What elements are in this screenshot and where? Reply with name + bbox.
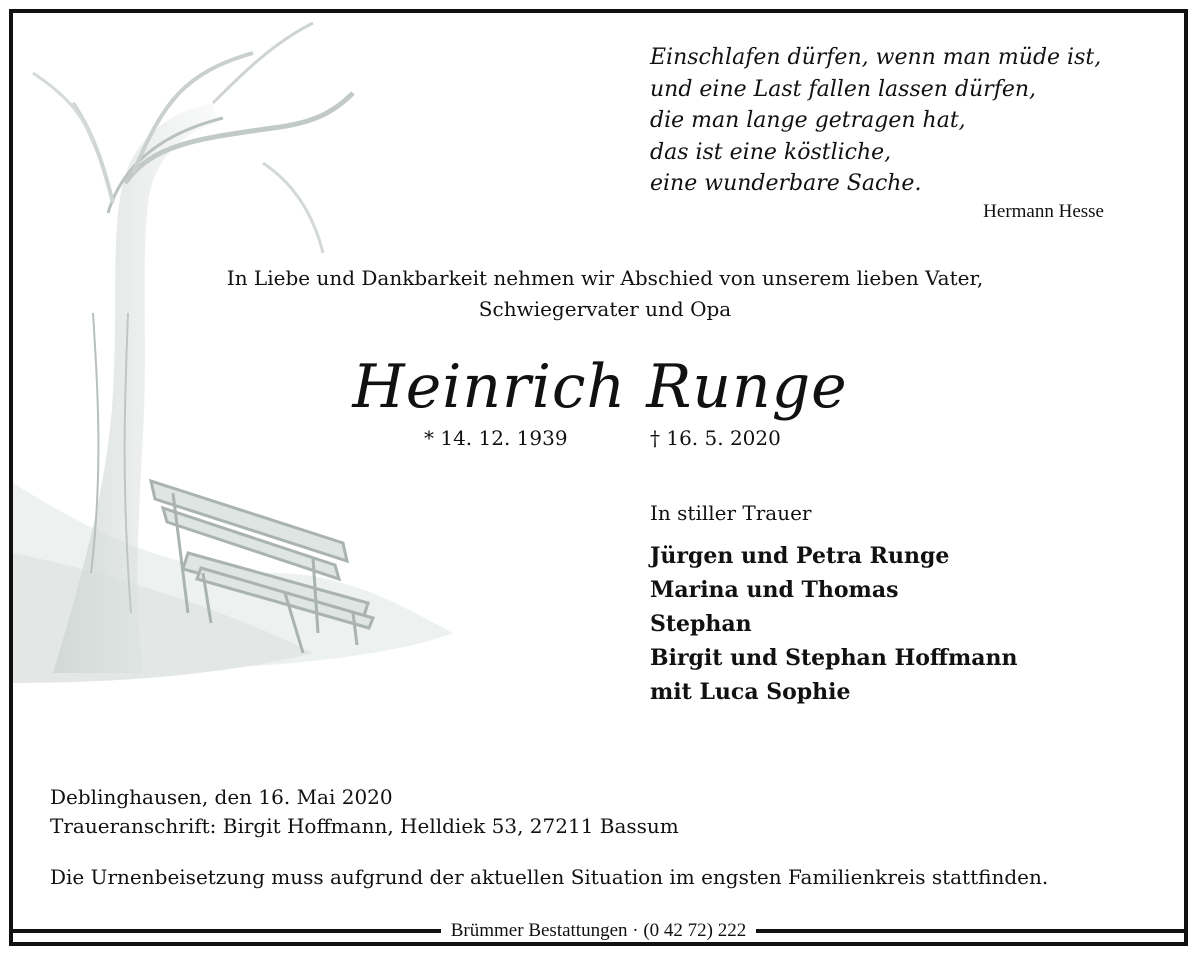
intro-line-2: Schwiegervater und Opa: [478, 297, 732, 321]
mourning-address: Traueranschrift: Birgit Hoffmann, Helldiek 53, 27211 Bassum: [50, 814, 679, 838]
death-date: † 16. 5. 2020: [650, 426, 781, 450]
footer-rule-left: [13, 929, 441, 933]
poem: [650, 42, 1110, 200]
poem-line: das ist eine köstliche,: [650, 139, 892, 165]
deceased-name: Heinrich Runge: [352, 352, 848, 422]
poem-line: und eine Last fallen lassen dürfen,: [650, 76, 1037, 102]
intro-line-1: In Liebe und Dankbarkeit nehmen wir Abschied von unserem lieben Vater,: [226, 266, 984, 290]
place-and-address: [50, 783, 679, 841]
poem-line: die man lange getragen hat,: [650, 108, 966, 133]
place-date: Deblinghausen, den 16. Mai 2020: [50, 785, 393, 809]
mourners-list: [650, 539, 1018, 709]
mourner-name: Jürgen und Petra Runge: [650, 543, 950, 569]
footer-bar: [13, 919, 1184, 943]
funeral-home-contact: Brümmer Bestattungen · (0 42 72) 222: [441, 920, 757, 942]
mourner-name: Marina und Thomas: [650, 577, 899, 603]
mourners-heading: In stiller Trauer: [650, 501, 812, 525]
poem-line: eine wunderbare Sache.: [650, 171, 922, 196]
burial-notice: Die Urnenbeisetzung muss aufgrund der aktuellen Situation im engsten Familienkreis stattfinden.: [50, 865, 1049, 889]
poem-author: Hermann Hesse: [983, 201, 1104, 222]
mourner-name: Stephan: [650, 611, 752, 637]
mourner-name: mit Luca Sophie: [650, 679, 851, 705]
poem-line: Einschlafen dürfen, wenn man müde ist,: [650, 45, 1102, 70]
mourner-name: Birgit und Stephan Hoffmann: [650, 645, 1018, 671]
footer-rule-right: [756, 929, 1184, 933]
birth-date: * 14. 12. 1939: [424, 426, 568, 450]
